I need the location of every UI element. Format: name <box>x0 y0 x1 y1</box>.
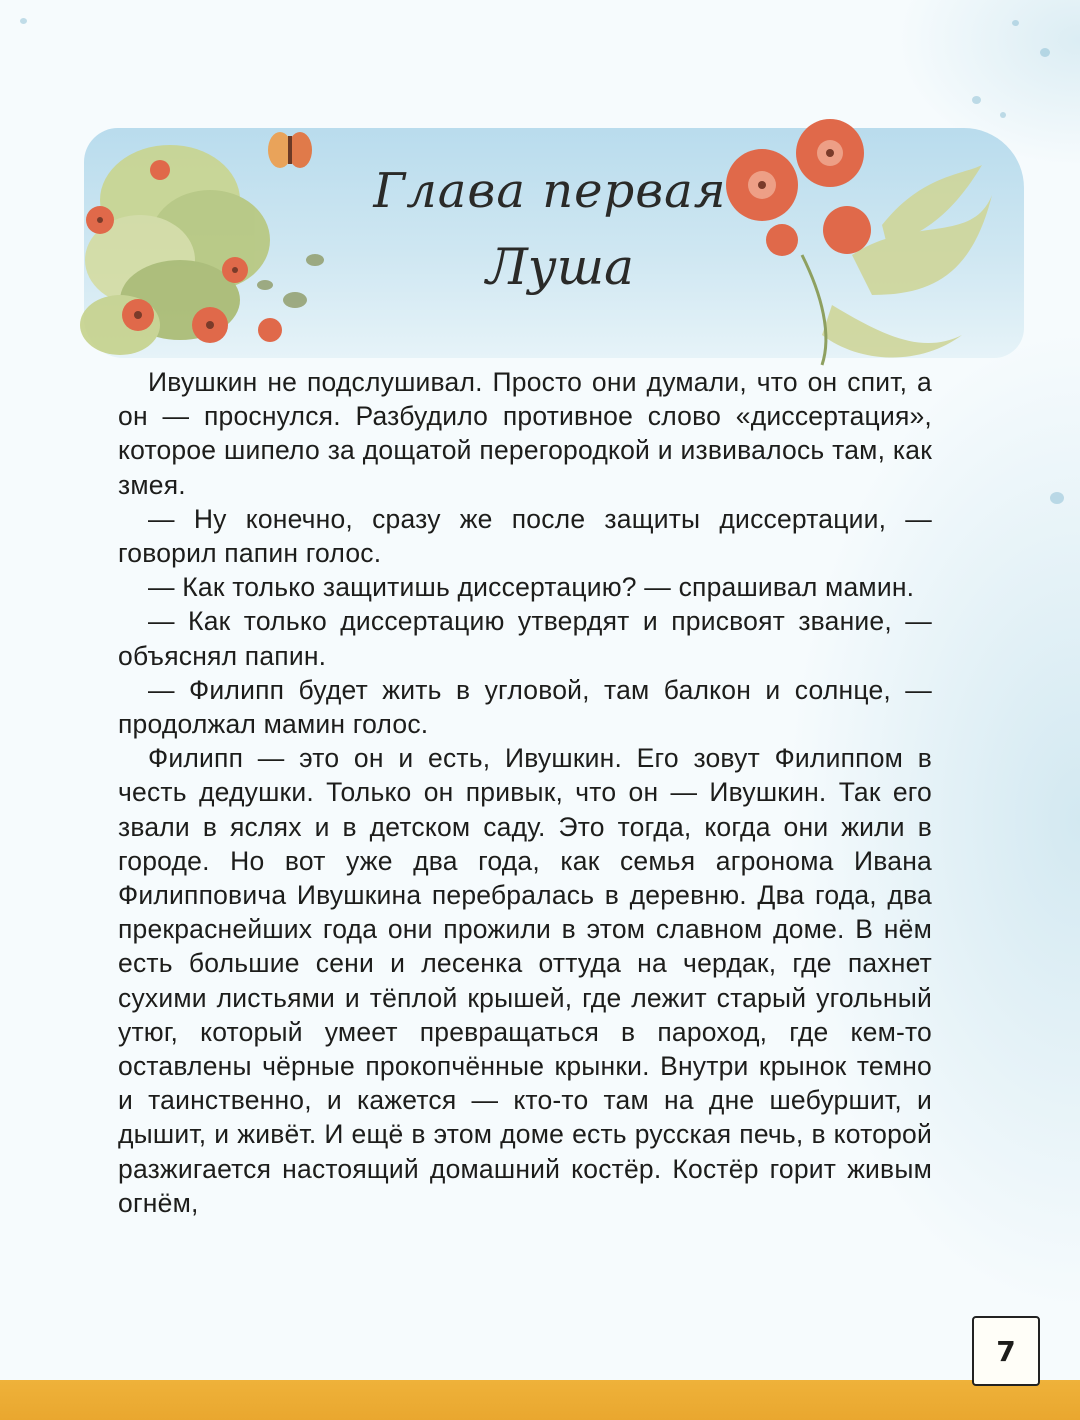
chapter-body-text <box>118 365 932 1220</box>
paragraph: — Как только диссертацию утвердят и присвоят звание, — объяснял папин. <box>118 606 932 671</box>
watercolor-dot <box>972 96 981 104</box>
paragraph: — Как только защитишь диссертацию? — спрашивал мамин. <box>148 572 915 603</box>
left-flower-illustration <box>60 110 340 380</box>
bottom-color-band <box>0 1380 1080 1420</box>
watercolor-dot <box>1050 492 1064 504</box>
chapter-title <box>330 160 770 302</box>
watercolor-dot <box>20 18 27 24</box>
paragraph: Филипп — это он и есть, Ивушкин. Его зовут Филиппом в честь дедушки. Только он привык, что он — Ивушкин. Так его звали в яслях и в детском саду. Это тогда, когда они жили в городе. Но вот уже два года, как семья агронома Ивана Филипповича Ивушкина перебралась в деревню. Два года, два прекраснейших года они прожили в этом славном доме. В нём есть большие сени и лесенка оттуда на чердак, где пахнет сухими листьями и тёплой крышей, где лежит старый угольный утюг, который умеет превращаться в пароход, где кем-то оставлены чёрные прокопчённые крынки. Внутри крынок темно и таинственно, и кажется — кто-то там на дне шебуршит, и дышит, и живёт. И ещё в этом доме есть русская печь, в которой разжигается настоящий домашний костёр. Костёр горит живым огнём, <box>118 743 932 1218</box>
chapter-subtitle: Луша <box>486 238 634 296</box>
chapter-heading: Глава первая <box>373 163 727 219</box>
paragraph: Ивушкин не подслушивал. Просто они думали, что он спит, а он — проснулся. Разбудило противное слово «диссертация», которое шипело за дощатой перегородкой и извивалось там, как змея. <box>118 367 932 500</box>
watercolor-dot <box>1040 48 1050 57</box>
paragraph: — Ну конечно, сразу же после защиты диссертации, — говорил папин голос. <box>118 503 932 569</box>
page-number: 7 <box>972 1316 1040 1386</box>
watercolor-dot <box>1012 20 1019 26</box>
paragraph: — Филипп будет жить в угловой, там балкон и солнце, — продолжал мамин голос. <box>118 674 932 740</box>
